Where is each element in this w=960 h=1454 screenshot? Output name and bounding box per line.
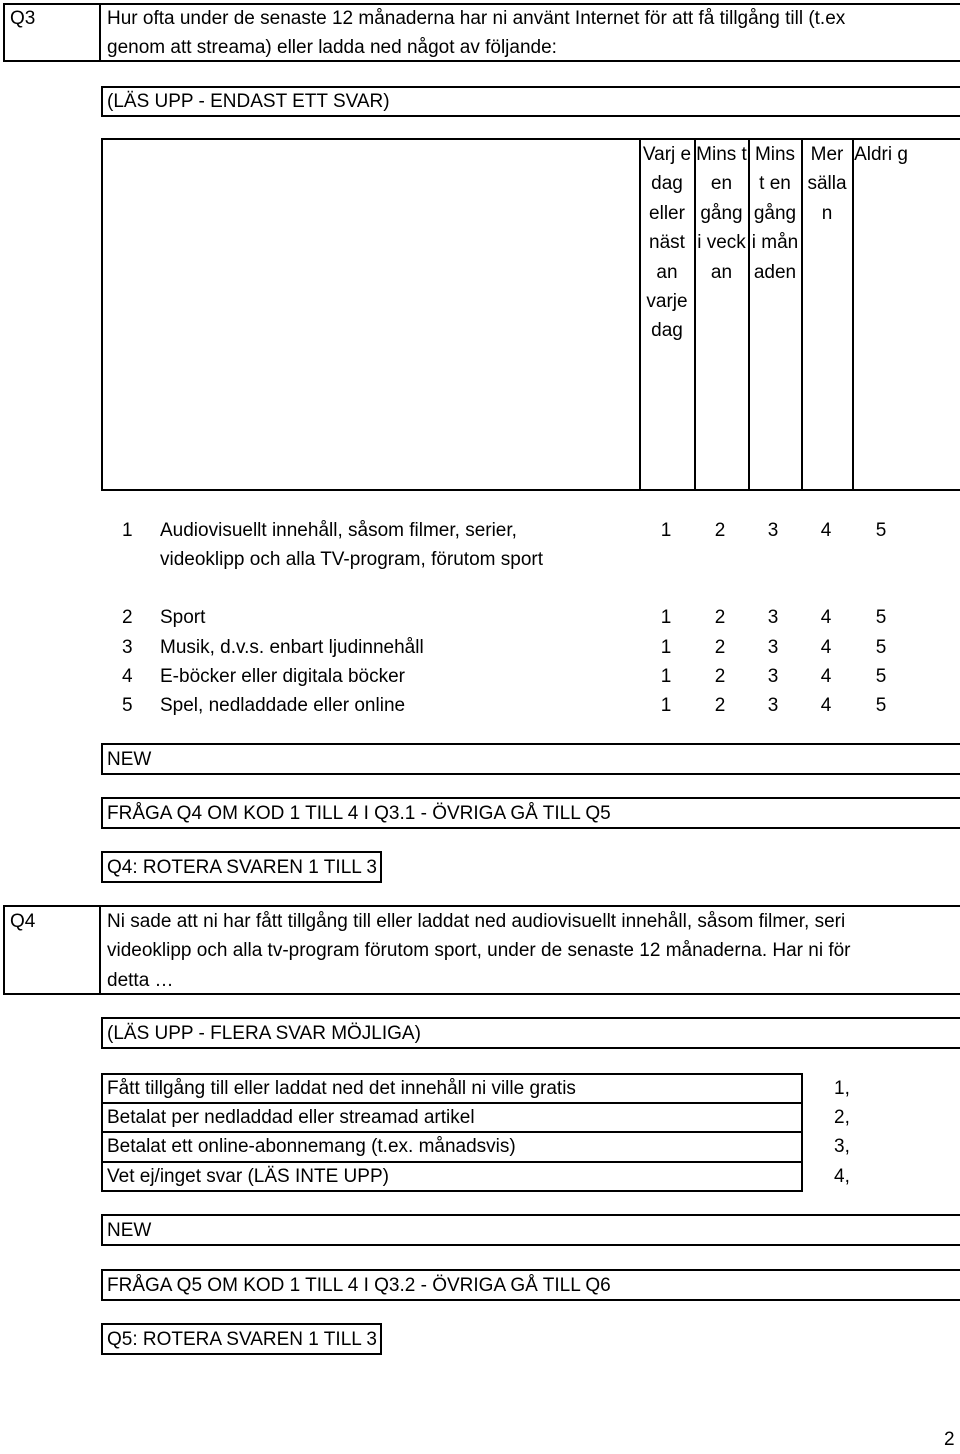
q3-row-3-code-5[interactable]: 5 (875, 637, 887, 658)
q3-row-4-code-1[interactable]: 1 (660, 666, 672, 687)
q3-row-2-code-3[interactable]: 3 (767, 607, 779, 628)
q3-row-4-text: E-böcker eller digitala böcker (160, 666, 406, 687)
q3-row-4-code-4[interactable]: 4 (820, 666, 832, 687)
q3-question-line1: Hur ofta under de senaste 12 månaderna har ni använt Internet för att få tillgång till (t.ex (107, 8, 846, 29)
q3-row-1-code-5[interactable]: 5 (875, 520, 887, 541)
q3-row-1-number: 1 (122, 520, 133, 541)
q3-row-1-code-1[interactable]: 1 (660, 520, 672, 541)
q3-grid-header-bottom-border (101, 489, 960, 491)
q3-row-1-code-3[interactable]: 3 (767, 520, 779, 541)
q3-filter-text: FRÅGA Q4 OM KOD 1 TILL 4 I Q3.1 - ÖVRIGA GÅ TILL Q5 (107, 803, 611, 824)
q3-row-5-code-3[interactable]: 3 (767, 695, 779, 716)
q4-new-box (101, 1214, 960, 1246)
q3-grid-left-border (101, 138, 103, 490)
q3-column-header-less-often: Mer sälla n (807, 144, 847, 224)
q3-row-4-number: 4 (122, 666, 133, 687)
q3-row-2-text: Sport (160, 607, 206, 628)
q4-new-label: NEW (107, 1220, 152, 1241)
q3-row-3-code-4[interactable]: 4 (820, 637, 832, 658)
q4-question-line2: videoklipp och alla tv-program förutom sport, under de senaste 12 månaderna. Har ni för (107, 940, 851, 961)
q3-row-2-code-4[interactable]: 4 (820, 607, 832, 628)
q3-row-3-number: 3 (122, 637, 133, 658)
q4-filter-text: FRÅGA Q5 OM KOD 1 TILL 4 I Q3.2 - ÖVRIGA GÅ TILL Q6 (107, 1275, 611, 1296)
q3-row-3-code-3[interactable]: 3 (767, 637, 779, 658)
q4-label: Q4 (10, 911, 36, 932)
q3-row-2-code-2[interactable]: 2 (714, 607, 726, 628)
q3-column-header-weekly: Mins t en gång i veck an (696, 144, 747, 283)
q4-option-4-code[interactable]: 4, (834, 1166, 850, 1187)
q3-row-5-code-5[interactable]: 5 (875, 695, 887, 716)
q3-question-line2: genom att streama) eller ladda ned något av följande: (107, 37, 557, 58)
q4-label-divider (99, 905, 101, 995)
q3-row-4-code-3[interactable]: 3 (767, 666, 779, 687)
q4-instruction: (LÄS UPP - FLERA SVAR MÖJLIGA) (107, 1023, 421, 1044)
q3-row-3-code-2[interactable]: 2 (714, 637, 726, 658)
q3-label: Q3 (10, 8, 36, 29)
q3-row-1-text-line1: Audiovisuellt innehåll, såsom filmer, serier, (160, 520, 517, 541)
q4-option-2-text[interactable]: Betalat per nedladdad eller streamad artikel (107, 1107, 475, 1128)
q3-column-header-never: Aldri g (854, 144, 908, 165)
q3-row-5-code-4[interactable]: 4 (820, 695, 832, 716)
q4-option-3-text[interactable]: Betalat ett online-abonnemang (t.ex. månadsvis) (107, 1136, 516, 1157)
q3-column-header-every-day: Varj e dag eller näst an varje dag (642, 144, 692, 342)
q4-question-line3: detta … (107, 970, 174, 991)
q4-option-2-code[interactable]: 2, (834, 1107, 850, 1128)
q4-question-line1: Ni sade att ni har fått tillgång till eller laddat ned audiovisuellt innehåll, såsom filmer, seri (107, 911, 846, 932)
q3-row-3-text: Musik, d.v.s. enbart ljudinnehåll (160, 637, 424, 658)
q3-row-3-code-1[interactable]: 1 (660, 637, 672, 658)
q3-row-2-code-1[interactable]: 1 (660, 607, 672, 628)
q4-option-1-text[interactable]: Fått tillgång till eller laddat ned det innehåll ni ville gratis (107, 1078, 576, 1099)
q3-row-2-number: 2 (122, 607, 133, 628)
q3-row-4-code-2[interactable]: 2 (714, 666, 726, 687)
q3-new-box (101, 743, 960, 775)
q3-column-header-monthly: Mins t en gång i mån aden (751, 144, 799, 283)
q3-label-divider (99, 3, 101, 62)
q3-grid-divider-5 (852, 138, 854, 490)
q4-option-1-code[interactable]: 1, (834, 1078, 850, 1099)
q3-row-5-code-1[interactable]: 1 (660, 695, 672, 716)
q3-row-5-code-2[interactable]: 2 (714, 695, 726, 716)
q3-instruction: (LÄS UPP - ENDAST ETT SVAR) (107, 91, 390, 112)
q3-rotate-text: Q4: ROTERA SVAREN 1 TILL 3 (107, 857, 377, 878)
q3-row-2-code-5[interactable]: 5 (875, 607, 887, 628)
q3-row-5-text: Spel, nedladdade eller online (160, 695, 406, 716)
q3-row-5-number: 5 (122, 695, 133, 716)
q4-rotate-text: Q5: ROTERA SVAREN 1 TILL 3 (107, 1329, 377, 1350)
q3-row-4-code-5[interactable]: 5 (875, 666, 887, 687)
q3-row-1-text-line2: videoklipp och alla TV-program, förutom sport (160, 549, 543, 570)
page-number: 2 (944, 1429, 955, 1450)
q3-row-1-code-2[interactable]: 2 (714, 520, 726, 541)
q3-new-label: NEW (107, 749, 152, 770)
q4-option-4-text[interactable]: Vet ej/inget svar (LÄS INTE UPP) (107, 1166, 389, 1187)
q3-row-1-code-4[interactable]: 4 (820, 520, 832, 541)
q4-option-3-code[interactable]: 3, (834, 1136, 850, 1157)
